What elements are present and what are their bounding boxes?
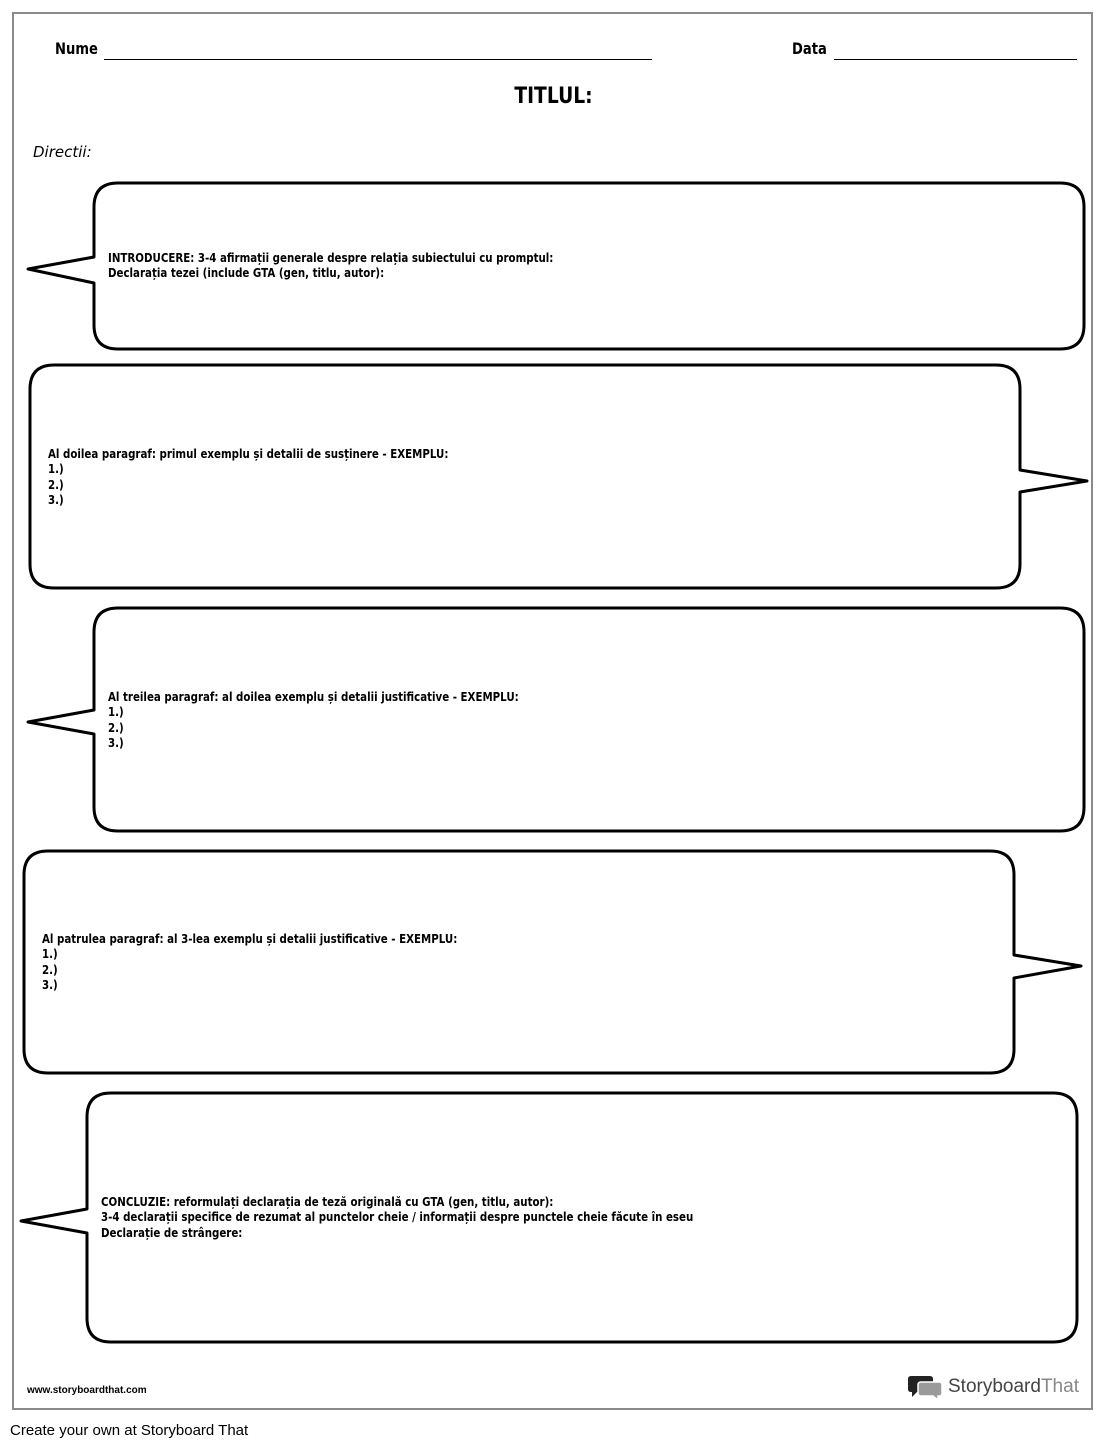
text-line: Al patrulea paragraf: al 3-lea exemplu și detalii justificative - EXEMPLU:	[42, 931, 458, 946]
brand-logo[interactable]	[908, 1373, 1079, 1401]
text-line: Declarație de strângere:	[101, 1224, 243, 1240]
text-line: 3-4 declarații specifice de rezumat al punctelor cheie / informații despre punctele cheie făcute în eseu	[101, 1209, 694, 1225]
date-label: Data	[792, 39, 827, 58]
text-line: 3.)	[108, 735, 124, 751]
text-line: CONCLUZIE: reformulați declarația de teză originală cu GTA (gen, titlu, autor):	[101, 1194, 554, 1209]
text-line: 1.)	[42, 946, 58, 962]
text-line: 2.)	[48, 476, 64, 492]
directions-label: Directii:	[33, 143, 92, 161]
text-line: 3.)	[42, 977, 58, 993]
paragraph-three-text	[108, 689, 519, 751]
text-line: 2.)	[42, 961, 58, 977]
text-line: 2.)	[108, 719, 124, 735]
intro-text	[108, 250, 553, 281]
paragraph-two-text	[48, 446, 448, 508]
text-line: 1.)	[48, 461, 64, 477]
name-label: Nume	[55, 39, 98, 58]
text-line: Al doilea paragraf: primul exemplu și detalii de susținere - EXEMPLU:	[48, 446, 449, 461]
conclusion-text	[101, 1194, 693, 1240]
paragraph-four-text	[42, 931, 457, 993]
speech-bubbles-icon	[908, 1374, 942, 1400]
text-line: 1.)	[108, 704, 124, 720]
text-line: INTRODUCERE: 3-4 afirmații generale despre relația subiectului cu promptul:	[108, 250, 554, 265]
brand-name: StoryboardThat	[948, 1376, 1079, 1397]
text-line: Declarația tezei (include GTA (gen, titlu, autor):	[108, 265, 385, 281]
text-line: Al treilea paragraf: al doilea exemplu și detalii justificative - EXEMPLU:	[108, 689, 519, 704]
site-url[interactable]: www.storyboardthat.com	[27, 1385, 147, 1396]
text-line: 3.)	[48, 492, 64, 508]
page-title: TITLUL:	[514, 84, 593, 109]
create-your-own-text[interactable]: Create your own at Storyboard That	[10, 1422, 249, 1439]
